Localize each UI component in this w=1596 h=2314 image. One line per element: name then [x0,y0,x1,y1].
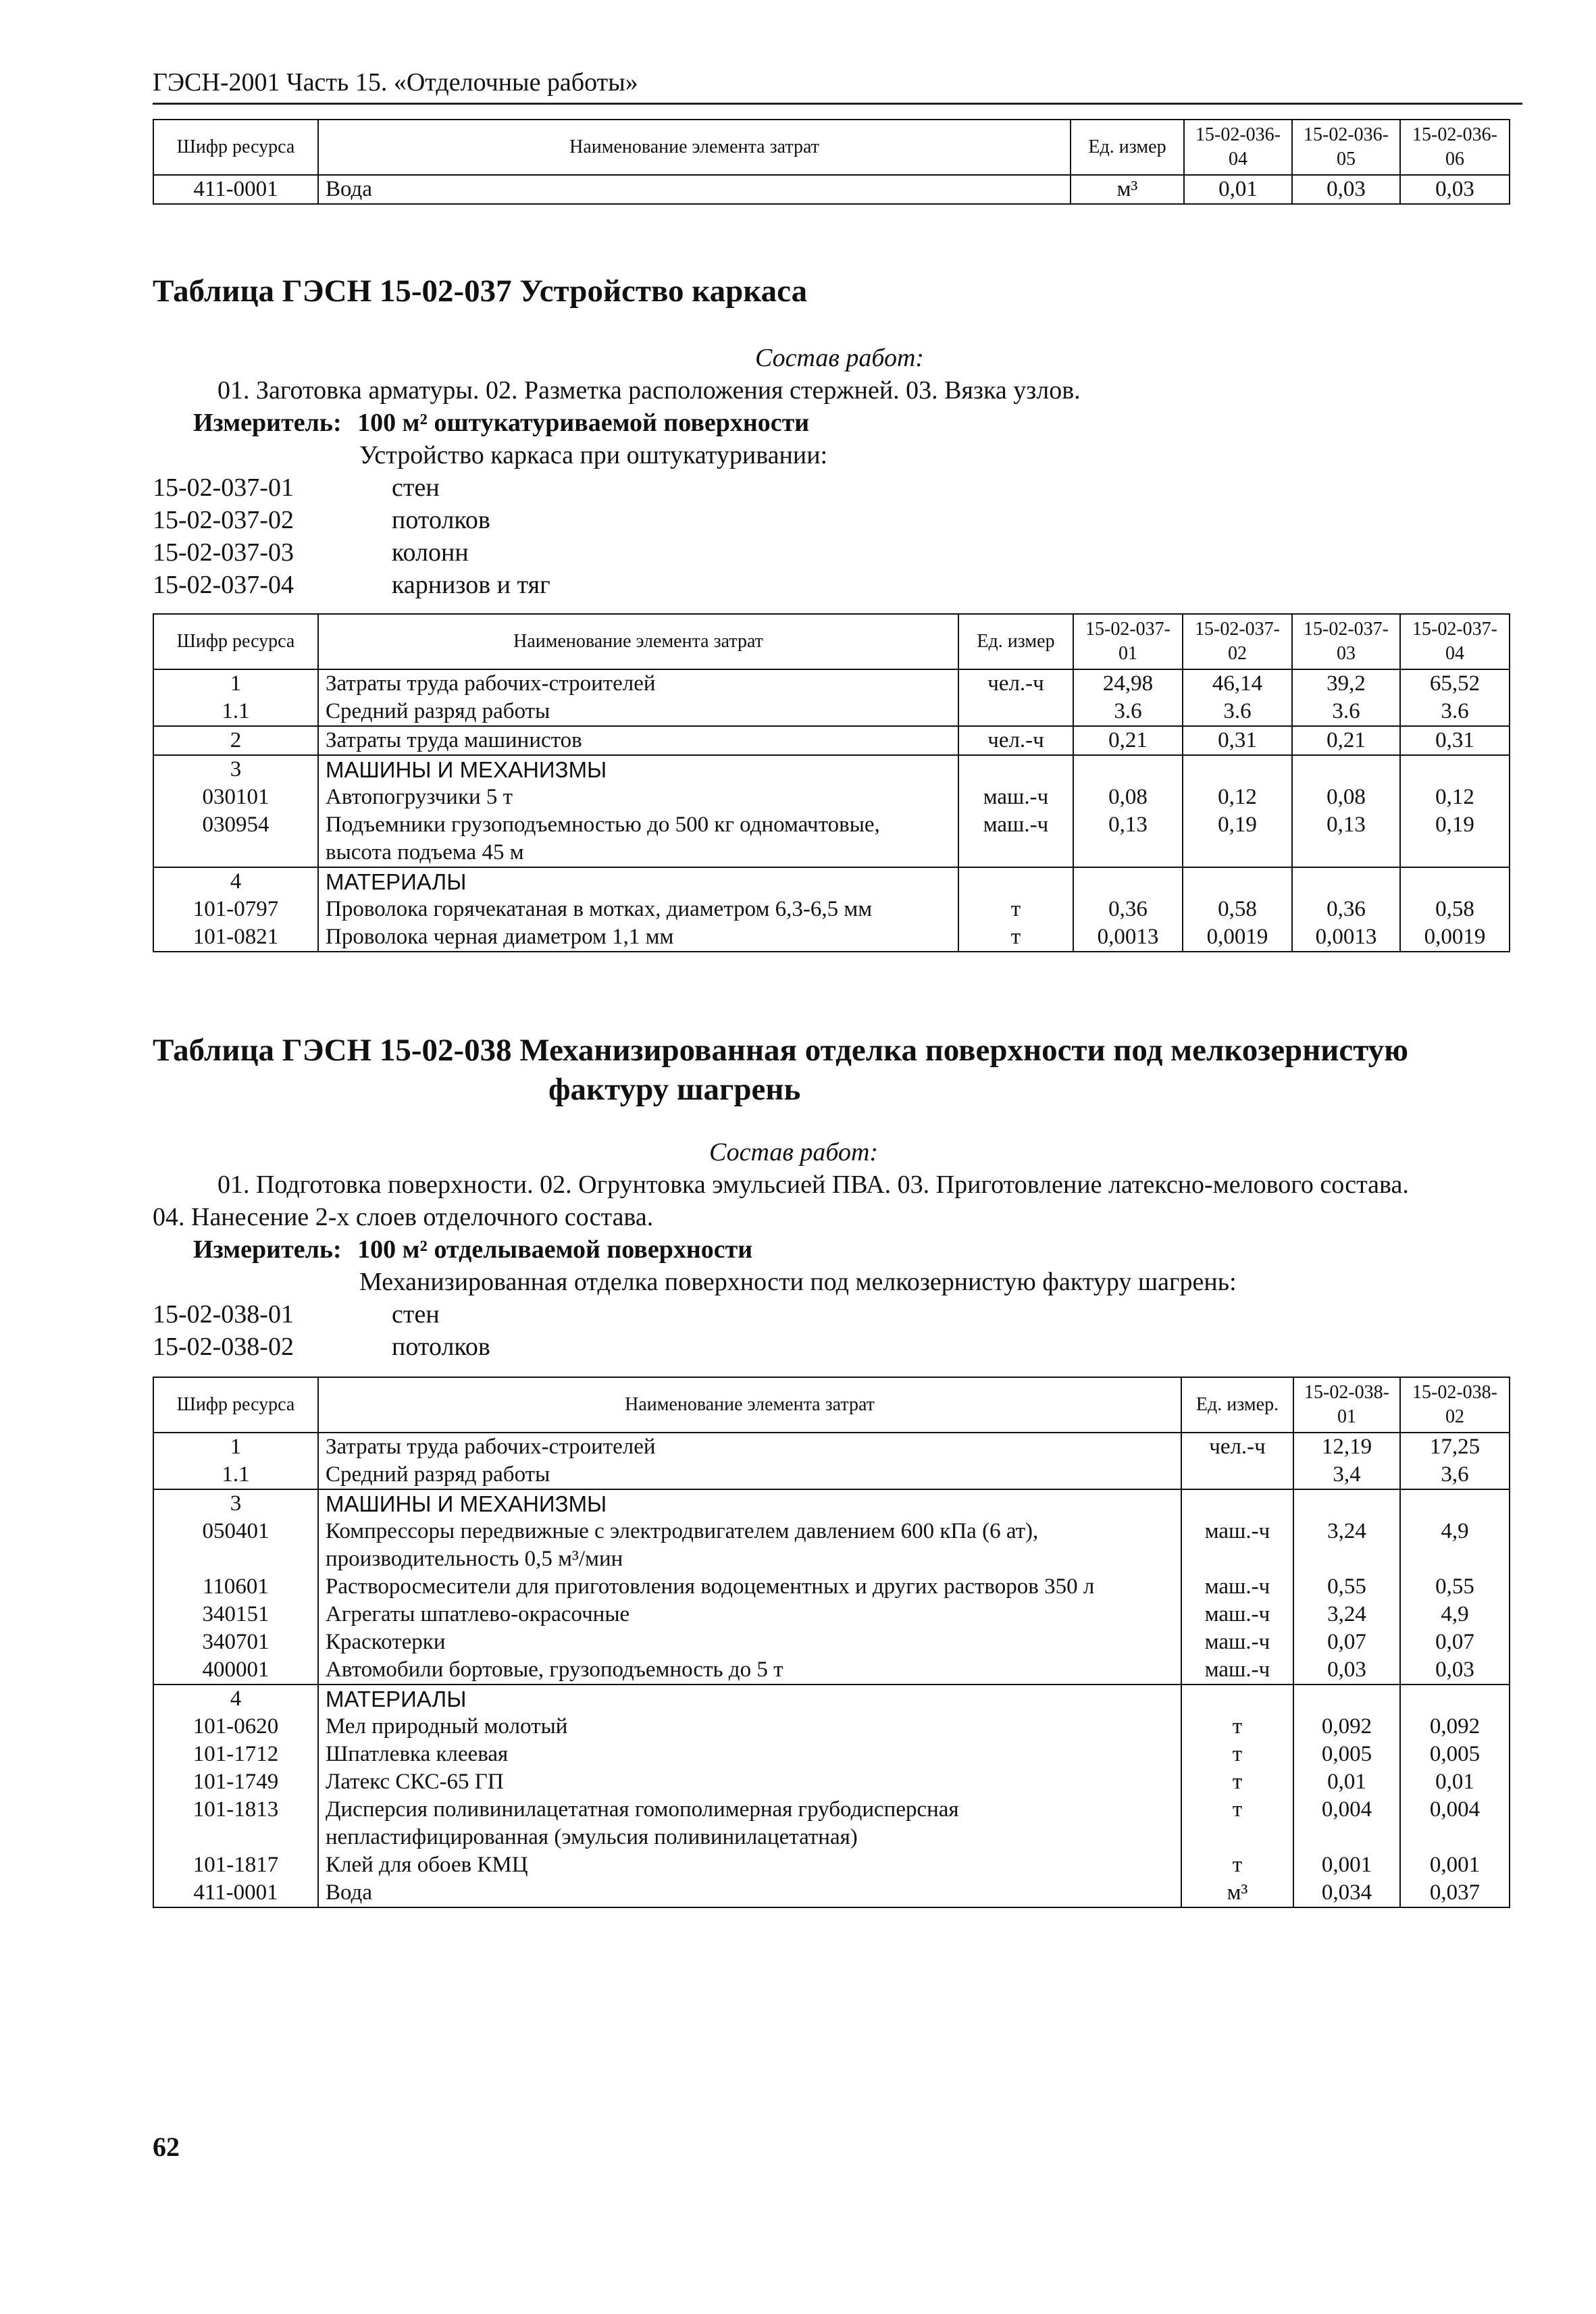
cell-unit: т [1181,1851,1293,1879]
items-intro: Механизированная отделка поверхности под мелкозернистую фактуру шагрень: [359,1268,1237,1296]
cell-code: 101-1749 [153,1768,318,1796]
measure-label: Измеритель: [193,409,342,437]
col-header: 15-02-036-04 [1184,120,1292,175]
page-number: 62 [153,2132,180,2162]
table-row [153,1433,1510,1461]
cell-value: 24,98 [1073,669,1183,698]
cell-value [1400,755,1510,783]
cell-value: 3.6 [1183,698,1292,726]
cell-value [1293,1489,1400,1518]
cell-value [1073,867,1183,896]
cell-unit: т [958,896,1073,923]
cell-name: Шпатлевка клеевая [318,1741,1181,1768]
cell-code: 411-0001 [153,1879,318,1907]
cell-name: Латекс СКС-65 ГП [318,1768,1181,1796]
cell-value: 0,005 [1293,1741,1400,1768]
cell-unit: чел.-ч [958,726,1073,755]
cell-value: 0,0019 [1183,923,1292,952]
table-row [153,1796,1510,1851]
col-header: Наименование элемента затрат [318,120,1071,175]
cell-code: 101-0797 [153,896,318,923]
cell-code: 030101 [153,783,318,811]
cell-value: 12,19 [1293,1433,1400,1461]
table-row [153,1573,1510,1601]
table-row [153,811,1510,867]
cell-value: 46,14 [1183,669,1292,698]
cell-value: 0,07 [1293,1628,1400,1656]
composition-text: 01. Заготовка арматуры. 02. Разметка расположения стержней. 03. Вязка узлов. [217,376,1081,405]
cell-name: Вода [318,175,1071,204]
cell-value: 0,004 [1293,1796,1400,1851]
measure-line [193,1235,752,1264]
cell-value: 0,0013 [1292,923,1400,952]
cell-value: 39,2 [1292,669,1400,698]
cell-name: Растворосмесители для приготовления водоцементных и других растворов 350 л [318,1573,1181,1601]
cell-name: Дисперсия поливинилацетатная гомополимерная грубодисперсная непластифицированная (эмульсия поливинилацетатная) [318,1796,1181,1851]
cell-unit [958,755,1073,783]
col-header: Шифр ресурса [153,1377,318,1433]
cell-code: 3 [153,1489,318,1518]
col-header: 15-02-037-01 [1073,614,1183,669]
table-row [153,896,1510,923]
cell-value: 0,03 [1293,1656,1400,1685]
cell-value: 0,21 [1073,726,1183,755]
cell-unit [958,867,1073,896]
cell-unit: маш.-ч [1181,1573,1293,1601]
composition-label: Состав работ: [709,1138,879,1166]
cell-code: 101-0620 [153,1713,318,1741]
col-header: Ед. измер [958,614,1073,669]
col-header: 15-02-038-01 [1293,1377,1400,1433]
section-title-line2: фактуру шагрень [548,1072,801,1107]
table-row [153,1768,1510,1796]
cell-value: 0,03 [1292,175,1400,204]
cell-value [1400,1489,1510,1518]
cell-unit: маш.-ч [1181,1518,1293,1573]
item-list [153,1298,490,1363]
cell-unit: т [1181,1713,1293,1741]
cell-value: 0,13 [1292,811,1400,867]
cell-unit: т [958,923,1073,952]
table-row [153,1461,1510,1489]
cell-code: 340151 [153,1601,318,1628]
list-item: 15-02-038-01 стен [153,1300,440,1329]
table-row [153,1713,1510,1741]
table-row [153,1518,1510,1573]
col-header: Наименование элемента затрат [318,1377,1181,1433]
cell-value: 0,03 [1400,1656,1510,1685]
cell-code: 101-1817 [153,1851,318,1879]
cell-unit: м³ [1071,175,1184,204]
cell-name: Агрегаты шпатлево-окрасочные [318,1601,1181,1628]
cell-code: 1 [153,669,318,698]
cell-value: 0,36 [1073,896,1183,923]
table-row [153,1628,1510,1656]
col-header: Ед. измер. [1181,1377,1293,1433]
section-title-line1: Таблица ГЭСН 15-02-038 Механизированная отделка поверхности под мелкозернистую [153,1033,1409,1068]
cell-value: 3.6 [1400,698,1510,726]
cell-value [1400,867,1510,896]
list-item: 15-02-037-01 стен [153,473,440,502]
cell-value: 0,092 [1400,1713,1510,1741]
cell-value: 0,12 [1400,783,1510,811]
col-header: 15-02-037-04 [1400,614,1510,669]
cell-code: 101-1813 [153,1796,318,1851]
cell-unit: маш.-ч [1181,1656,1293,1685]
table-row [153,698,1510,726]
cell-name: Затраты труда машинистов [318,726,958,755]
cell-value: 0,004 [1400,1796,1510,1851]
header-rule [153,103,1522,105]
measure-line [193,408,809,438]
cell-unit: т [1181,1796,1293,1851]
cell-name: Вода [318,1879,1181,1907]
cell-unit: маш.-ч [958,811,1073,867]
cell-value: 0,005 [1400,1741,1510,1768]
cell-value: 0,01 [1400,1768,1510,1796]
cell-unit [958,698,1073,726]
table-row [153,1656,1510,1685]
cell-code: 2 [153,726,318,755]
cell-value [1073,755,1183,783]
cell-value: 3,24 [1293,1601,1400,1628]
cell-name: Автомобили бортовые, грузоподъемность до 5 т [318,1656,1181,1685]
cell-value: 0,03 [1400,175,1510,204]
table-row [153,923,1510,952]
cell-value: 65,52 [1400,669,1510,698]
cell-name: Компрессоры передвижные с электродвигателем давлением 600 кПа (6 ат), производительность 0,5 м³/мин [318,1518,1181,1573]
cell-code: 030954 [153,811,318,867]
cell-value: 0,36 [1292,896,1400,923]
table-row [153,1489,1510,1518]
cell-name: Подъемники грузоподъемностью до 500 кг одномачтовые, высота подъема 45 м [318,811,958,867]
table-header-row [153,1377,1510,1433]
table-row [153,783,1510,811]
cell-code: 340701 [153,1628,318,1656]
cell-value [1292,755,1400,783]
cell-unit [1181,1685,1293,1713]
cell-value: 0,01 [1293,1768,1400,1796]
cell-name: Проволока черная диаметром 1,1 мм [318,923,958,952]
cell-value: 3,6 [1400,1461,1510,1489]
continuation-table [153,119,1510,205]
cell-unit: маш.-ч [1181,1601,1293,1628]
cell-name: МАТЕРИАЛЫ [318,867,958,896]
cell-value: 0,19 [1400,811,1510,867]
cell-value: 0,58 [1400,896,1510,923]
cell-value: 0,13 [1073,811,1183,867]
col-header: Наименование элемента затрат [318,614,958,669]
item-list [153,471,550,601]
cell-unit: т [1181,1768,1293,1796]
cell-value: 0,08 [1292,783,1400,811]
col-header: 15-02-037-02 [1183,614,1292,669]
table-row [153,726,1510,755]
cell-name: МАШИНЫ И МЕХАНИЗМЫ [318,1489,1181,1518]
cell-value: 0,001 [1293,1851,1400,1879]
cell-value: 0,12 [1183,783,1292,811]
cell-value: 4,9 [1400,1601,1510,1628]
list-item: 15-02-037-03 колонн [153,538,469,567]
table-row [153,1601,1510,1628]
cell-value: 3,4 [1293,1461,1400,1489]
cell-name: Проволока горячекатаная в мотках, диаметром 6,3-6,5 мм [318,896,958,923]
resource-table-037 [153,613,1510,952]
cell-unit [1181,1489,1293,1518]
col-header: Ед. измер [1071,120,1184,175]
cell-value: 0,0013 [1073,923,1183,952]
composition-label: Состав работ: [755,344,925,372]
cell-name: Автопогрузчики 5 т [318,783,958,811]
cell-unit: маш.-ч [1181,1628,1293,1656]
cell-code: 101-0821 [153,923,318,952]
table-row [153,1879,1510,1907]
cell-name: Мел природный молотый [318,1713,1181,1741]
cell-value: 0,31 [1400,726,1510,755]
table-row [153,669,1510,698]
cell-code: 050401 [153,1518,318,1573]
cell-value [1293,1685,1400,1713]
measure-label: Измеритель: [193,1235,342,1264]
cell-value: 0,001 [1400,1851,1510,1879]
col-header: 15-02-038-02 [1400,1377,1510,1433]
table-row [153,1741,1510,1768]
cell-value [1292,867,1400,896]
cell-code: 4 [153,1685,318,1713]
cell-unit [1181,1461,1293,1489]
list-item: 15-02-037-04 карнизов и тяг [153,571,550,599]
cell-name: Затраты труда рабочих-строителей [318,1433,1181,1461]
cell-value: 0,092 [1293,1713,1400,1741]
section-title: Таблица ГЭСН 15-02-037 Устройство каркаса [153,274,808,309]
cell-name: Клей для обоев КМЦ [318,1851,1181,1879]
cell-value [1400,1685,1510,1713]
table-row [153,1851,1510,1879]
cell-name: Затраты труда рабочих-строителей [318,669,958,698]
cell-code: 1.1 [153,1461,318,1489]
cell-value [1183,867,1292,896]
cell-value: 4,9 [1400,1518,1510,1573]
cell-unit: м³ [1181,1879,1293,1907]
cell-unit: т [1181,1741,1293,1768]
cell-name: Средний разряд работы [318,698,958,726]
page-header: ГЭСН-2001 Часть 15. «Отделочные работы» [153,68,638,97]
cell-value: 0,01 [1184,175,1292,204]
cell-name: Краскотерки [318,1628,1181,1656]
resource-table-038 [153,1377,1510,1908]
cell-value: 0,21 [1292,726,1400,755]
table-row [153,1685,1510,1713]
cell-value: 0,037 [1400,1879,1510,1907]
cell-unit: чел.-ч [1181,1433,1293,1461]
cell-value: 0,19 [1183,811,1292,867]
composition-line1: 01. Подготовка поверхности. 02. Огрунтовка эмульсией ПВА. 03. Приготовление латексно-мелового состава. [217,1171,1409,1199]
cell-value: 0,07 [1400,1628,1510,1656]
cell-value: 0,034 [1293,1879,1400,1907]
cell-code: 400001 [153,1656,318,1685]
col-header: 15-02-036-06 [1400,120,1510,175]
measure-value: 100 м² оштукатуриваемой поверхности [357,409,810,437]
cell-unit: чел.-ч [958,669,1073,698]
cell-code: 411-0001 [153,175,318,204]
cell-value: 3.6 [1292,698,1400,726]
cell-value: 0,58 [1183,896,1292,923]
list-item: 15-02-038-02 потолков [153,1333,490,1361]
cell-value: 0,08 [1073,783,1183,811]
table-row [153,867,1510,896]
col-header: 15-02-036-05 [1292,120,1400,175]
table-header-row [153,120,1510,175]
measure-value: 100 м² отделываемой поверхности [357,1235,753,1264]
cell-value: 17,25 [1400,1433,1510,1461]
table-row [153,755,1510,783]
col-header: Шифр ресурса [153,120,318,175]
items-intro: Устройство каркаса при оштукатуривании: [359,441,828,469]
cell-code: 4 [153,867,318,896]
composition-line2: 04. Нанесение 2-х слоев отделочного состава. [153,1203,654,1231]
cell-code: 1.1 [153,698,318,726]
cell-unit: маш.-ч [958,783,1073,811]
cell-code: 101-1712 [153,1741,318,1768]
cell-code: 110601 [153,1573,318,1601]
cell-value: 0,55 [1293,1573,1400,1601]
cell-name: МАШИНЫ И МЕХАНИЗМЫ [318,755,958,783]
cell-code: 3 [153,755,318,783]
cell-value: 0,31 [1183,726,1292,755]
table-header-row [153,614,1510,669]
table-row [153,175,1510,204]
cell-value: 0,0019 [1400,923,1510,952]
list-item: 15-02-037-02 потолков [153,506,490,534]
cell-value [1183,755,1292,783]
col-header: Шифр ресурса [153,614,318,669]
col-header: 15-02-037-03 [1292,614,1400,669]
cell-value: 3,24 [1293,1518,1400,1573]
cell-name: Средний разряд работы [318,1461,1181,1489]
cell-code: 1 [153,1433,318,1461]
cell-value: 3.6 [1073,698,1183,726]
cell-name: МАТЕРИАЛЫ [318,1685,1181,1713]
cell-value: 0,55 [1400,1573,1510,1601]
